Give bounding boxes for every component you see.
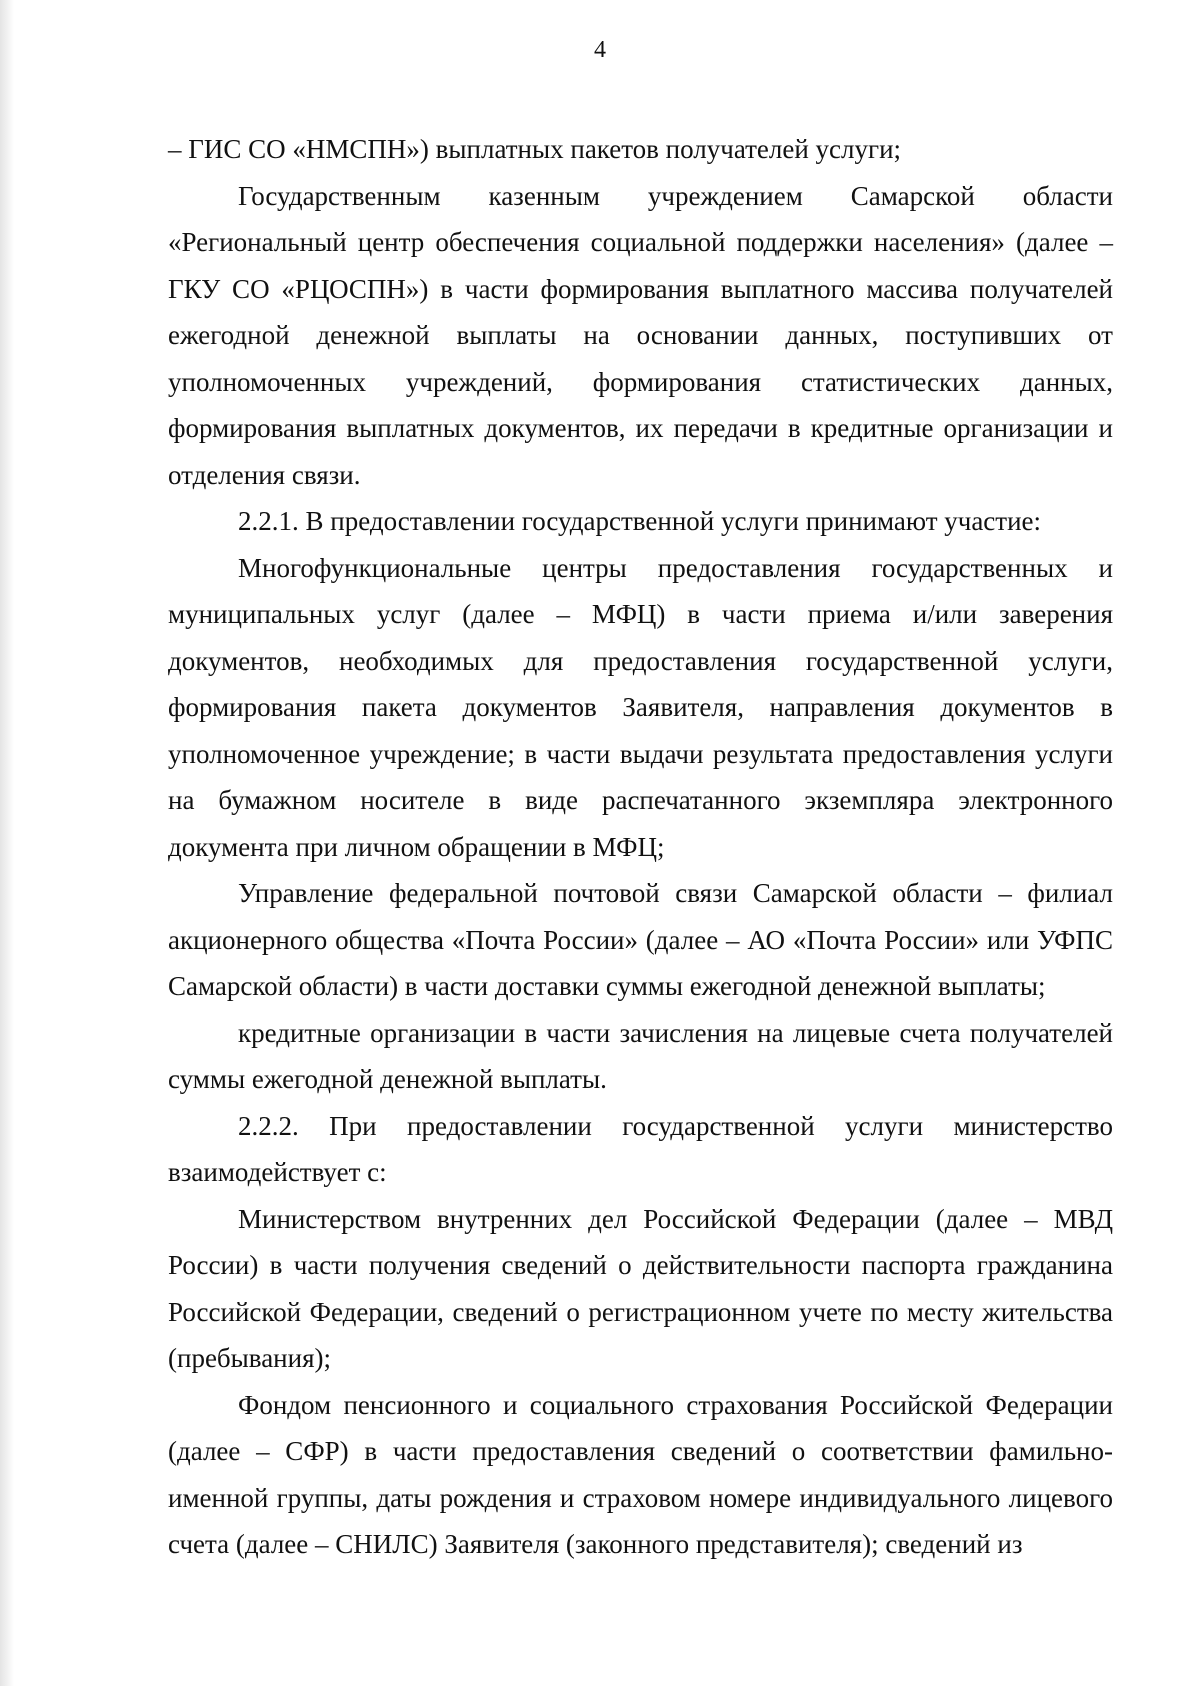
paragraph-mfc: Многофункциональные центры предоставления государственных и муниципальных услуг (далее – МФЦ) в части приема и/или заверения документов, необходимых для предоставления государственной услуги, формирования пакета документов Заявителя, направления документов в уполномоченное учреждение; в части выдачи результата предоставления услуги на бумажном носителе в виде распечатанного экземпляра электронного документа при личном обращении в МФЦ; <box>168 552 1113 862</box>
paragraph-ufps: Управление федеральной почтовой связи Самарской области – филиал акционерного общества «Почта России» (далее – АО «Почта России» или УФПС Самарской области) в части доставки суммы ежегодной денежной выплаты; <box>168 878 1113 1001</box>
paragraph-2-2-1: 2.2.1. В предоставлении государственной услуги принимают участие: <box>238 506 1042 536</box>
page-number: 4 <box>594 37 606 63</box>
paragraph-gku-rtsospn: Государственным казенным учреждением Самарской области «Региональный центр обеспечения социальной поддержки населения» (далее – ГКУ СО «РЦОСПН») в части формирования выплатного массива получателей ежегодной денежной выплаты на основании данных, поступивших от уполномоченных учреждений, формирования статистических данных, формирования выплатных документов, их передачи в кредитные организации и отделения связи. <box>168 180 1113 490</box>
paragraph-gis-continuation: – ГИС СО «НМСПН») выплатных пакетов получателей услуги; <box>168 134 902 164</box>
paragraph-2-2-2: 2.2.2. При предоставлении государственной услуги министерство взаимодействует с: <box>168 1110 1113 1187</box>
scan-edge-shadow <box>0 0 14 1686</box>
paragraph-mvd: Министерством внутренних дел Российской Федерации (далее – МВД России) в части получения сведений о действительности паспорта гражданина Российской Федерации, сведений о регистрационном учете по месту жительства (пребывания); <box>168 1203 1113 1373</box>
document-body <box>168 126 1113 1568</box>
paragraph-sfr: Фондом пенсионного и социального страхования Российской Федерации (далее – СФР) в части предоставления сведений о соответствии фамильно-именной группы, даты рождения и страховом номере индивидуального лицевого счета (далее – СНИЛС) Заявителя (законного представителя); сведений из <box>168 1389 1113 1559</box>
paragraph-credit-organizations: кредитные организации в части зачисления на лицевые счета получателей суммы ежегодной денежной выплаты. <box>168 1017 1113 1094</box>
